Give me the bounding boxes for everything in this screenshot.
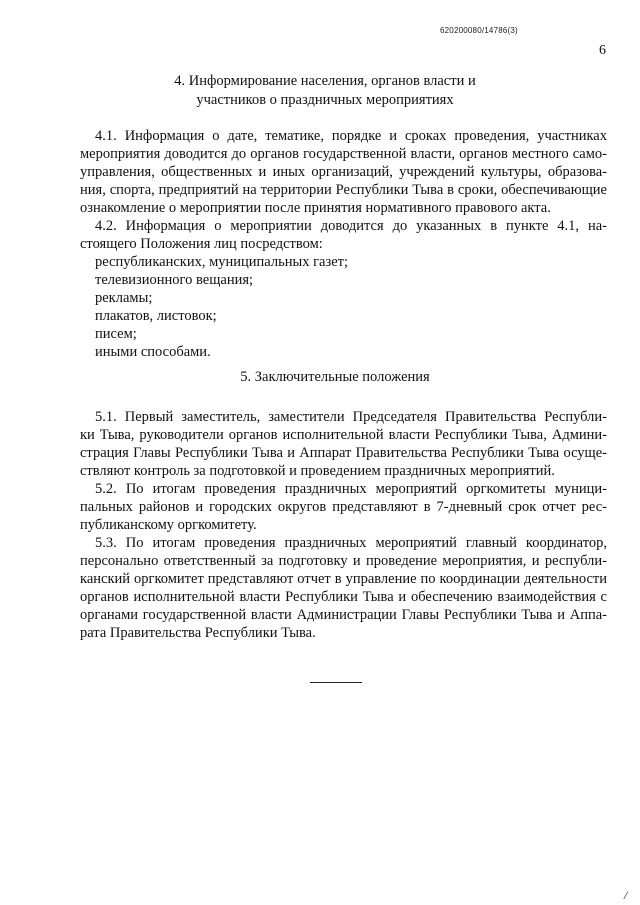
list-item: телевизионного вещания;: [95, 272, 254, 288]
text-line: мероприятия доводится до органов государственной власти, органов местного само-: [80, 146, 607, 162]
text-line: управления, общественных и иных организаций, учреждений культуры, образова-: [80, 164, 607, 180]
text-line: 5.1. Первый заместитель, заместители Председателя Правительства Республи-: [95, 409, 607, 425]
text-line: персонально ответственный за подготовку и проведение мероприятия, и республи-: [80, 553, 607, 569]
page-number: 6: [599, 43, 606, 58]
text-line: ки Тыва, руководители органов исполнительной власти Республики Тыва, Админи-: [80, 427, 607, 443]
section-4-title-line-2: участников о праздничных мероприятиях: [196, 92, 454, 108]
list-item: плакатов, листовок;: [95, 308, 217, 324]
list-item: писем;: [95, 326, 137, 342]
text-line: страция Главы Республики Тыва и Аппарат Правительства Республики Тыва осуще-: [80, 445, 607, 461]
text-line: публиканскому оргкомитету.: [80, 517, 257, 533]
text-line: канский оргкомитет представляют отчет в управление по координации деятельности: [80, 571, 607, 587]
text-line: 5.2. По итогам проведения праздничных мероприятий оргкомитеты муници-: [95, 481, 607, 497]
text-line: ознакомление о мероприятии после принятия нормативного правового акта.: [80, 200, 551, 216]
section-4-title-line-1: 4. Информирование населения, органов власти и: [174, 73, 476, 89]
text-line: рата Правительства Республики Тыва.: [80, 625, 316, 641]
text-line: органов исполнительной власти Республики Тыва и обеспечению взаимодействия с: [80, 589, 607, 605]
text-line: ния, спорта, предприятий на территории Республики Тыва в сроки, обеспечивающие: [80, 182, 607, 198]
document-code: 620200080/14786(3): [440, 26, 518, 35]
text-line: ствляют контроль за подготовкой и проведением праздничных мероприятий.: [80, 463, 555, 479]
end-divider: [310, 682, 362, 683]
text-line: 4.1. Информация о дате, тематике, порядке и сроках проведения, участниках: [95, 128, 607, 144]
list-item: республиканских, муниципальных газет;: [95, 254, 348, 270]
list-item: иными способами.: [95, 344, 211, 360]
corner-mark: /: [624, 888, 628, 902]
text-line: стоящего Положения лиц посредством:: [80, 236, 323, 252]
list-item: рекламы;: [95, 290, 153, 306]
text-line: 5.3. По итогам проведения праздничных мероприятий главный координатор,: [95, 535, 607, 551]
text-line: органами государственной власти Администрации Главы Республики Тыва и Аппа-: [80, 607, 607, 623]
text-line: пальных районов и городских округов представляют в 7-дневный срок отчет рес-: [80, 499, 607, 515]
text-line: 4.2. Информация о мероприятии доводится до указанных в пункте 4.1, на-: [95, 218, 607, 234]
section-5-title: 5. Заключительные положения: [240, 369, 430, 385]
